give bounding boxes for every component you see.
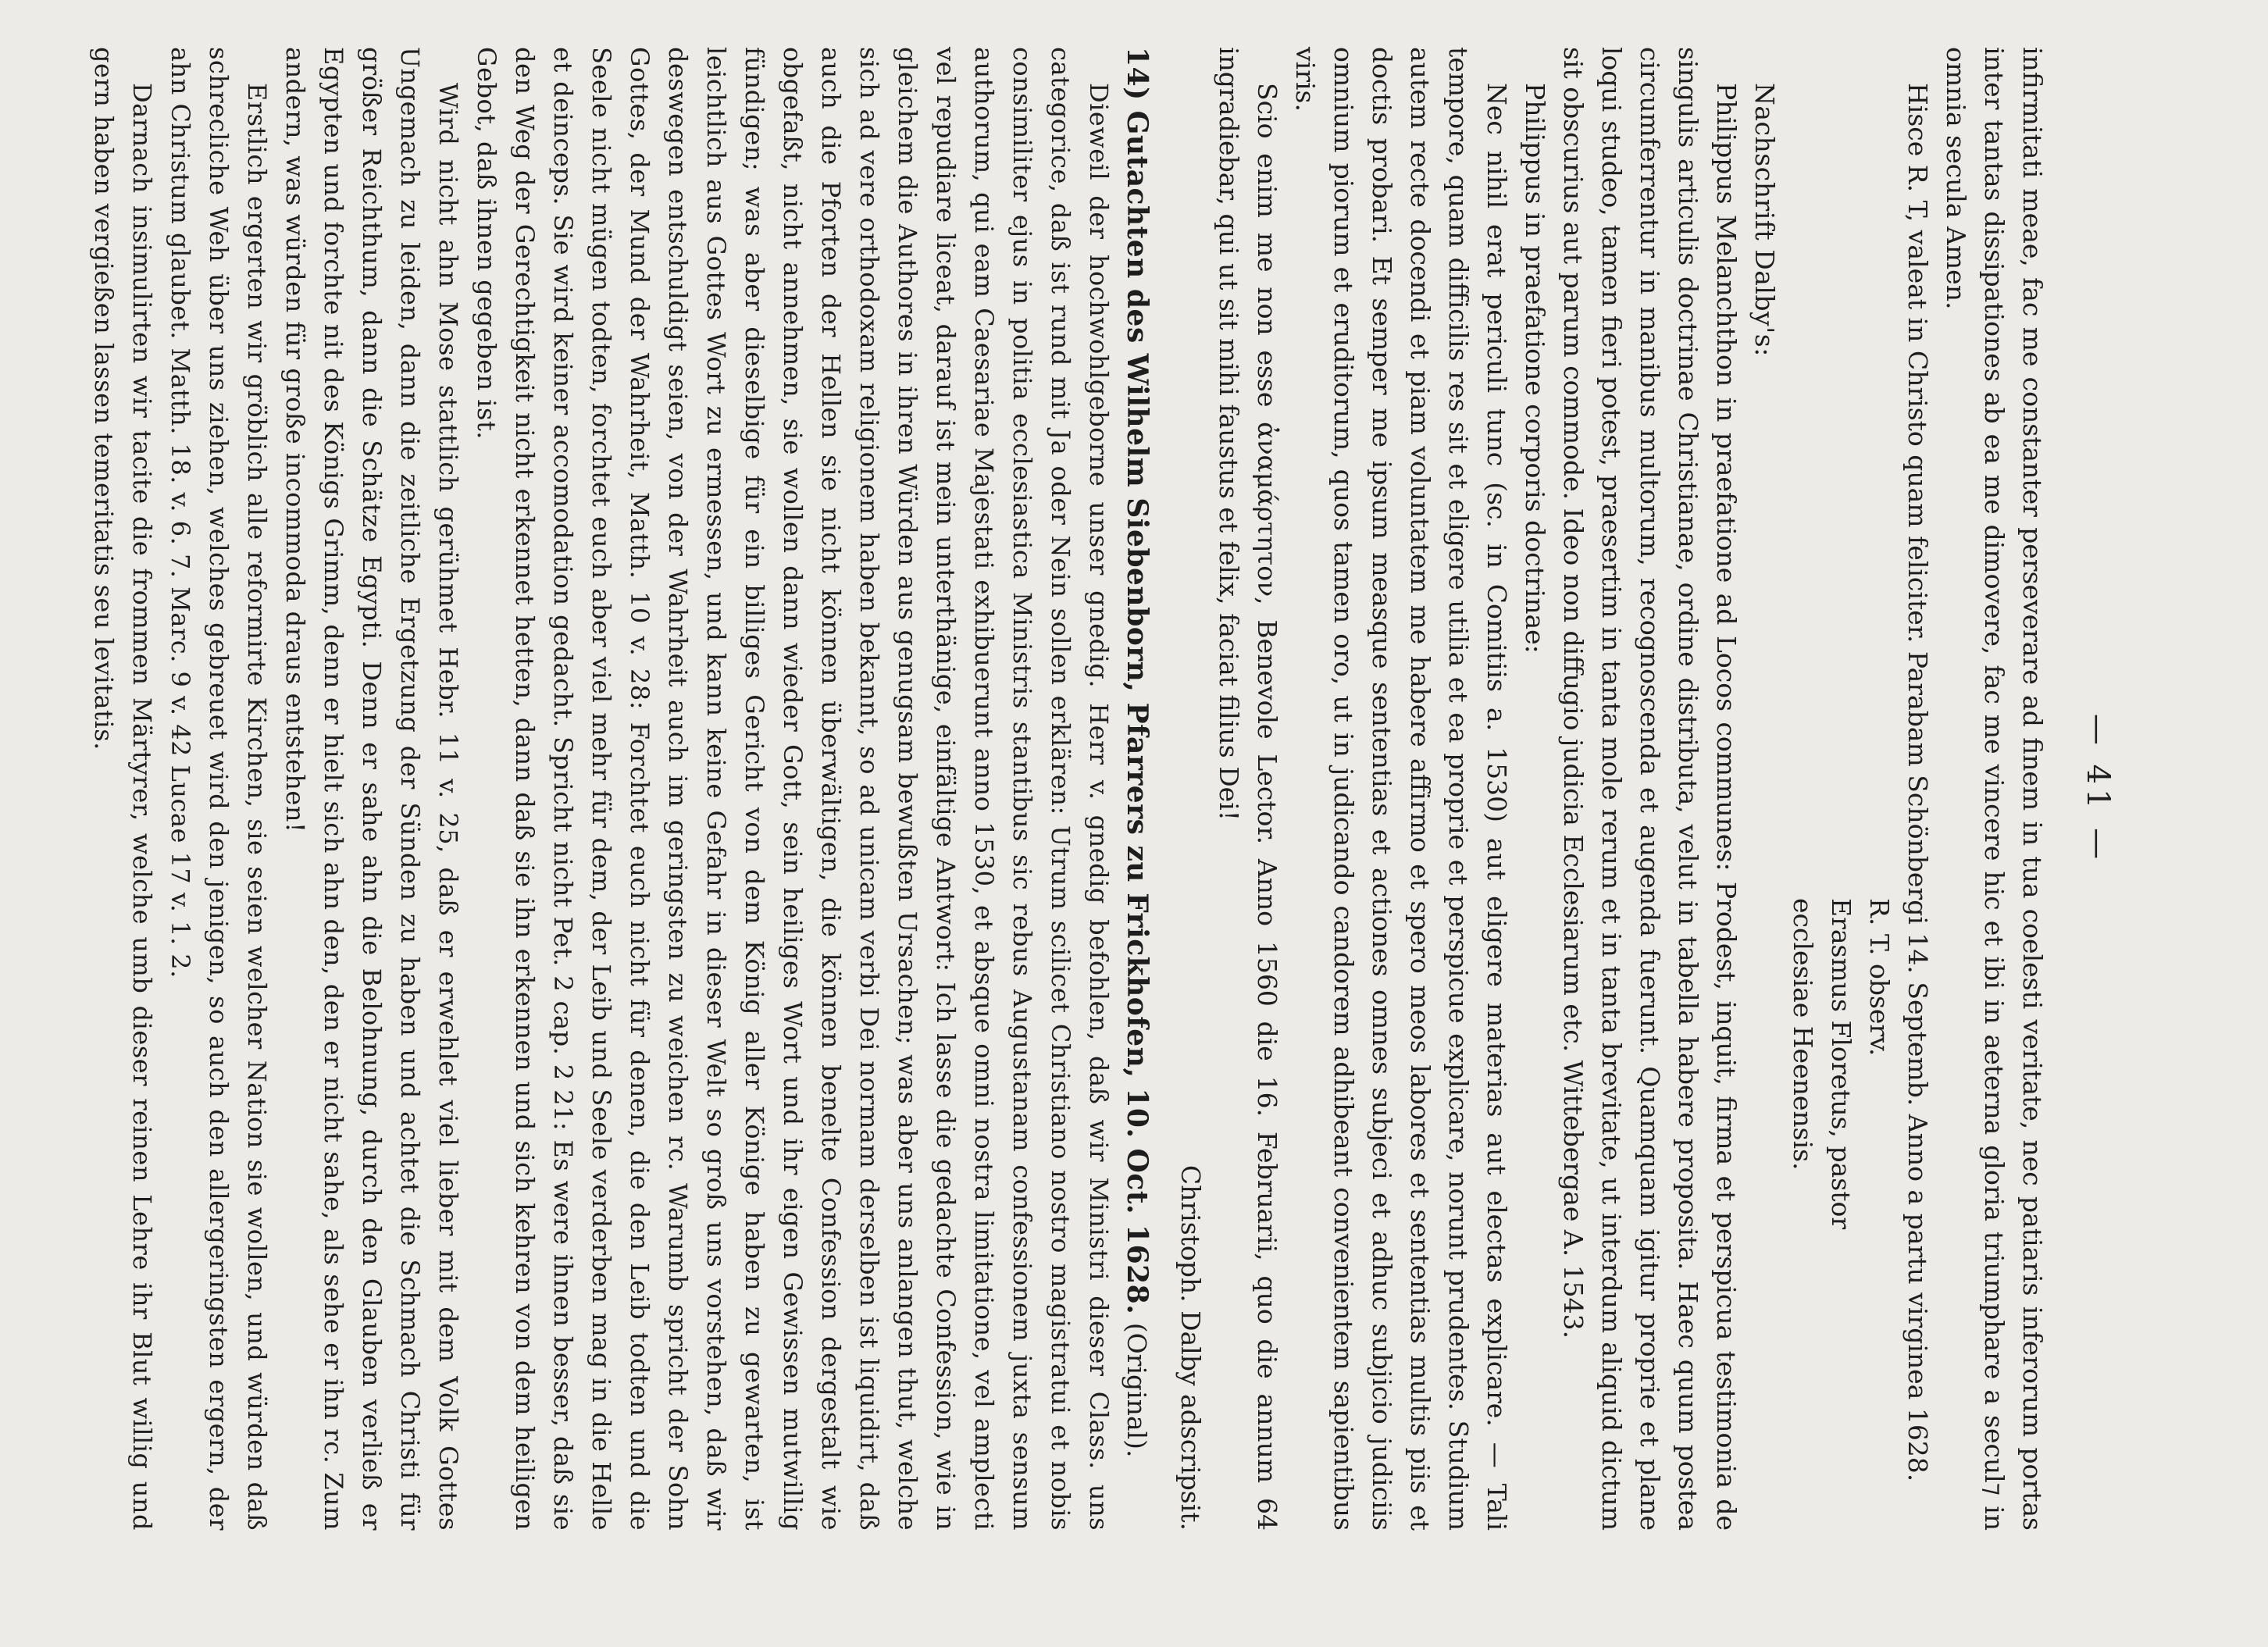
nachschrift-title: Nachschrift Dalby's: [1749, 83, 1780, 357]
paragraph-scio: Scio enim me non esse ἀναμάρτητον, Benevole Lector. Anno 1560 die 16. Februarii, quo die annum 64 ingradiebar, qui ut sit mihi faustus et felix, faciat filius Dei! [1214, 47, 1282, 1531]
paragraph-melanchthon: Philippus Melanchthon in praefatione ad Locos communes: Prodest, inquit, firma et perspicua testimonia de singulis articulis doctrinae Christianae, ordine distributa, velut in tabella habere proposita. Haec quum postea circumferrentur in manibus multorum, recognoscenda et augenda fuerunt. Quamquam igitur proprie et plane loqui studeo, tamen fieri potest, praesertim in tanta mole rerum et in tanta brevitate, ut interdum aliquid dictum sit obscurius aut parum commode. Ideo non diffugio judicia Ecclesiarum etc. Wittebergae A. 1543. [1558, 47, 1742, 1531]
paragraph-closing: Hisce R. T, valeat in Christo quam feliciter. Parabam Schönbergi 14. Septemb. Anno a partu virginea 1628. [1902, 83, 1933, 1482]
section-heading-14 [1118, 47, 1156, 1531]
heading-suffix: (Original). [1122, 1322, 1152, 1458]
paragraph-periculi: Nec nihil erat periculi tunc (sc. in Comitiis a. 1530) aut eligere materias aut electas explicare. — Tali tempore, quam difficilis res sit et eligere utilia et ea proprie et perspicue explicare, norunt prudentes. Studium autem recte docendi et piam voluntatem me habere affirmo et spero meos labores et sententias multis piis et doctis probari. Et semper me ipsum measque sententias et actiones omnes subjeci et adhuc subjicio judiciis omnium piorum et eruditorum, quos tamen oro, ut in judicando candorem adhibeant convenientem sapientibus viris. [1290, 47, 1512, 1531]
paragraph-erstlich: Erstlich ergerten wir gröblich alle reformirte Kirchen, sie seien welcher Nation sie wollen, und würden daß schrecliche Weh über uns ziehen, welches gebreuet wird den jenigen, so auch den allergeringsten ergern, der ahn Christum glaubet. Matth. 18. v. 6. 7. Marc. 9 v. 42 Lucae 17 v. 1. 2. [166, 47, 272, 1531]
paragraph-philippus: Philippus in praefatione corporis doctrinae: [1520, 83, 1550, 654]
paragraph-darnach: Darnach insimulirten wir tacite die frommen Märtyrer, welche umb dieser reinen Lehre ihr Blut willig und gern haben vergießen lassen temeritatis seu levitatis. [89, 47, 157, 1531]
page-text-block [89, 47, 2116, 1531]
signature-line-1: R. T. observ. [1864, 898, 1895, 1057]
signature-line-2: Erasmus Floretus, pastor [1826, 898, 1856, 1230]
page-number: — 41 — [2080, 713, 2116, 864]
heading-title: 14) Gutachten des Wilhelm Siebenborn, Pfarrers zu Frickhofen, 10. Oct. 1628. [1121, 47, 1154, 1315]
signature-line-3: ecclesiae Heenensis. [1788, 898, 1818, 1171]
paragraph-gutachten: Dieweil der hochwohlgeborne unser gnedig. Herr v. gnedig befohlen, daß wir Ministri dieser Class. uns categorice, daß ist rund mit Ja oder Nein sollen erklären: Utrum scilicet Christiano nostro magistratui et nobis consimiliter ejus in politia ecclesiastica Ministris stantibus sic rebus Augustanam confessionem juxta sensum authorum, qui eam Caesariae Majestati exhibuerunt anno 1530, et absque omni nostra limitatione, vel amplecti vel repudiare liceat, darauf ist mein unterthänige, einfältige Antwort: Ich lasse die gedachte Confession, wie in gleichem die Authores in ihren Würden aus genugsam bewußten Ursachen; was aber uns anlangen thut, welche sich ad vere orthodoxam religionem haben bekannt, so ad unicam verbi Dei normam derselben ist liquidirt, daß auch die Pforten der Hellen sie nicht können überwältigen, die können benelte Confession dergestalt wie obgefaßt, nicht annehmen, sie wollen dann wieder Gott, sein heiliges Wort und ihr eigen Gewissen mutwillig fündigen; was aber dieselbige für ein billiges Gericht von dem König aller Könige haben zu gewarten, ist leichtlich aus Gottes Wort zu ermessen, und kann keine Gefahr in dieser Welt so groß uns vorstehen, daß wir deswegen entschuldigt seien, von der Wahrheit auch im geringsten zu weichen rc. Warumb spricht der Sohn Gottes, der Mund der Wahrheit, Matth. 10 v. 28: Forchtet euch nicht für denen, die den Leib todten und die Seele nicht mügen todten, forchtet euch aber viel mehr für dem, der Leib und Seele verderben mag in die Helle et deinceps. Sie wird keiner accomodation gedacht. Spricht nicht Pet. 2 cap. 2 21: Es were ihnen besser, daß sie den Weg der Gerechtigkeit nicht erkennet hetten, dann daß sie ihn erkennen und sich kehren von dem heiligen Gebot, daß ihnen gegeben ist. [472, 47, 1114, 1531]
paragraph-prayer: infirmitati meae, fac me constanter perseverare ad finem in tua coelesti veritate, nec patiaris inferorum portas inter tantas dissipationes ab ea me dimovere, fac me vincere hic et ibi in aeterna gloria triumphare a secul⁊ in omnia secula Amen. [1941, 47, 2048, 1531]
paragraph-mose: Wird nicht ahn Mose stattlich gerühmet Hebr. 11 v. 25, daß er erwehlet viel lieber mit dem Volk Gottes Ungemach zu leiden, dann die zeitliche Ergetzung der Sünden zu haben und achtet die Schmach Christi für größer Reichthum, dann die Schätze Egypti. Denn er sahe ahn die Belohnung, durch den Glauben verließ er Egypten und forchte nit des Königs Grimm, denn er hielt sich ahn den, den er nicht sahe, als sehe er ihn rc. Zum andern, was würden für große incommoda draus entstehen! [280, 47, 463, 1531]
signature-dalby: Christoph. Dalby adscripsit. [1175, 1164, 1206, 1531]
